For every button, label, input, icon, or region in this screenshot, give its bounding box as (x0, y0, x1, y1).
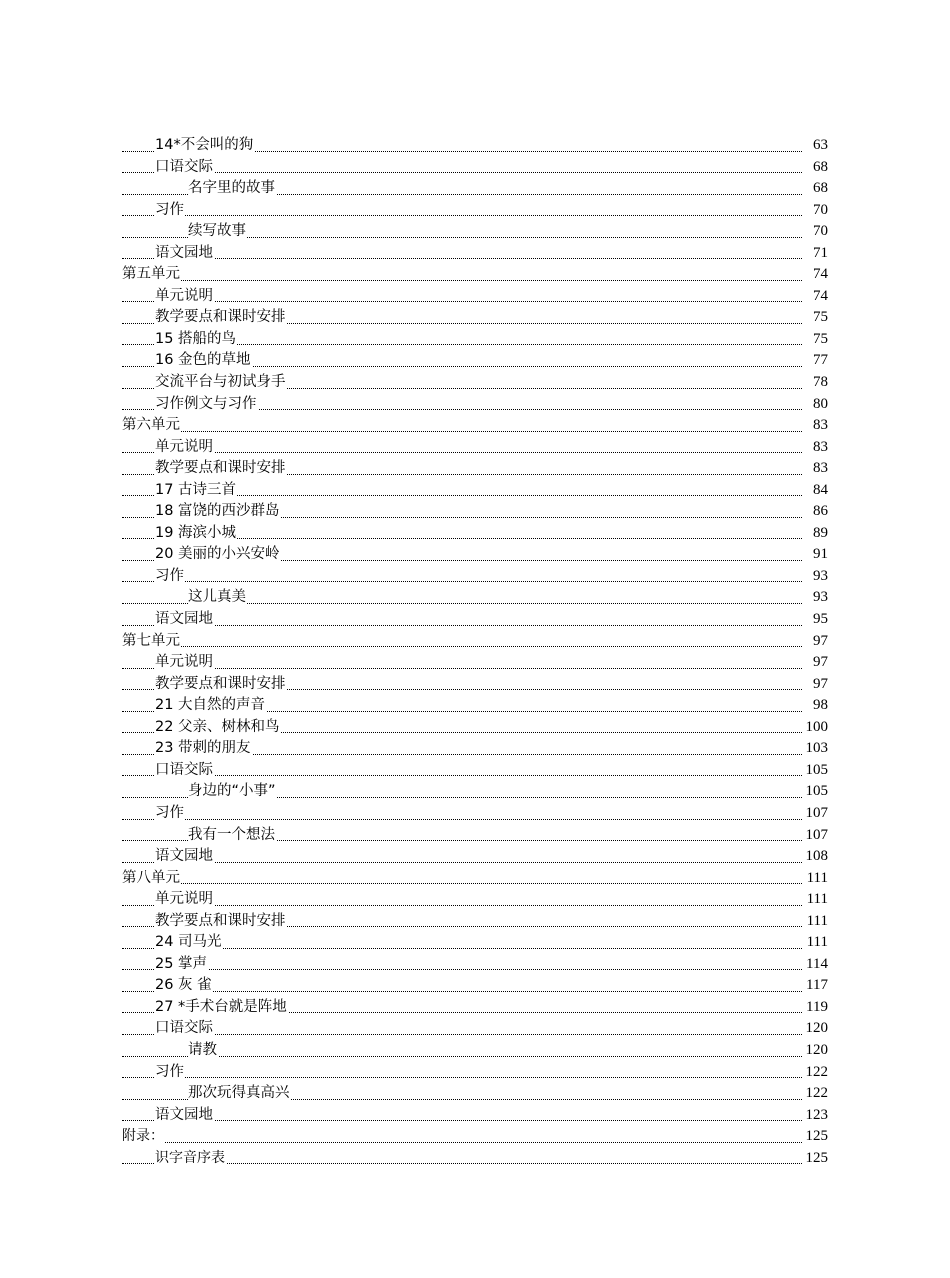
toc-page-number: 111 (802, 889, 828, 911)
toc-entry[interactable] (0, 695, 950, 717)
table-of-contents (0, 135, 950, 1169)
toc-page-number: 70 (802, 221, 828, 243)
toc-entry[interactable] (0, 997, 950, 1019)
toc-page-number: 111 (802, 868, 828, 890)
toc-entry-title: 教学要点和课时安排 (155, 458, 287, 480)
toc-entry-title: 交流平台与初试身手 (155, 372, 287, 394)
toc-entry[interactable] (0, 243, 950, 265)
toc-page-number: 111 (802, 932, 828, 954)
toc-page-number: 125 (802, 1126, 828, 1148)
toc-page-number: 100 (802, 717, 828, 739)
toc-entry[interactable] (0, 200, 950, 222)
toc-page-number: 89 (802, 523, 828, 545)
toc-entry[interactable] (0, 394, 950, 416)
toc-page-number: 83 (802, 437, 828, 459)
toc-page-number: 117 (802, 975, 828, 997)
toc-entry-title: 习作 (155, 566, 185, 588)
toc-entry-title: 24 司马光 (155, 932, 223, 954)
toc-page-number: 97 (802, 652, 828, 674)
toc-page-number: 93 (802, 587, 828, 609)
toc-entry[interactable] (0, 566, 950, 588)
toc-entry[interactable] (0, 975, 950, 997)
toc-entry-title: 20 美丽的小兴安岭 (155, 544, 281, 566)
toc-page-number: 120 (802, 1040, 828, 1062)
toc-entry-title: 26 灰 雀 (155, 975, 213, 997)
toc-entry-title: 第七单元 (122, 631, 181, 653)
dot-leader (122, 301, 802, 302)
toc-entry-title: 单元说明 (155, 286, 214, 308)
toc-entry-title: 15 搭船的鸟 (155, 329, 237, 351)
toc-page-number: 105 (802, 760, 828, 782)
toc-entry[interactable] (0, 1040, 950, 1062)
toc-entry-title: 习作 (155, 1062, 185, 1084)
dot-leader (122, 280, 802, 281)
toc-entry[interactable] (0, 1062, 950, 1084)
toc-entry[interactable] (0, 458, 950, 480)
toc-page-number: 75 (802, 307, 828, 329)
toc-entry[interactable] (0, 480, 950, 502)
toc-entry[interactable] (0, 825, 950, 847)
dot-leader (122, 1056, 802, 1057)
toc-page-number: 75 (802, 329, 828, 351)
toc-entry[interactable] (0, 954, 950, 976)
toc-entry[interactable] (0, 781, 950, 803)
toc-entry[interactable] (0, 652, 950, 674)
toc-entry-title: 名字里的故事 (188, 178, 276, 200)
toc-page-number: 125 (802, 1148, 828, 1170)
toc-entry-title: 习作 (155, 200, 185, 222)
toc-entry[interactable] (0, 1018, 950, 1040)
toc-page-number: 71 (802, 243, 828, 265)
toc-entry[interactable] (0, 1126, 950, 1148)
toc-entry-title: 18 富饶的西沙群岛 (155, 501, 281, 523)
dot-leader (122, 668, 802, 669)
toc-page-number: 97 (802, 631, 828, 653)
toc-page-number: 107 (802, 825, 828, 847)
toc-entry[interactable] (0, 587, 950, 609)
toc-page-number: 107 (802, 803, 828, 825)
toc-page-number: 70 (802, 200, 828, 222)
toc-page-number: 95 (802, 609, 828, 631)
toc-page-number: 78 (802, 372, 828, 394)
dot-leader (122, 819, 802, 820)
toc-entry-title: 19 海滨小城 (155, 523, 237, 545)
toc-entry-title: 语文园地 (155, 243, 214, 265)
toc-entry[interactable] (0, 738, 950, 760)
toc-entry-title: 这儿真美 (188, 587, 247, 609)
toc-entry[interactable] (0, 932, 950, 954)
toc-entry-title: 语文园地 (155, 1105, 214, 1127)
toc-entry-title: 续写故事 (188, 221, 247, 243)
dot-leader (122, 431, 802, 432)
toc-entry-title: 语文园地 (155, 609, 214, 631)
toc-entry[interactable] (0, 178, 950, 200)
toc-entry[interactable] (0, 286, 950, 308)
toc-entry[interactable] (0, 674, 950, 696)
toc-entry-title: 22 父亲、树林和鸟 (155, 717, 281, 739)
toc-page-number: 77 (802, 350, 828, 372)
toc-entry-title: 习作例文与习作 (155, 394, 258, 416)
dot-leader (122, 948, 802, 949)
dot-leader (122, 581, 802, 582)
toc-page-number: 98 (802, 695, 828, 717)
toc-page-number: 119 (802, 997, 828, 1019)
dot-leader (122, 625, 802, 626)
toc-page-number: 68 (802, 178, 828, 200)
dot-leader (122, 1034, 802, 1035)
dot-leader (122, 883, 802, 884)
toc-entry-title: 口语交际 (155, 760, 214, 782)
toc-entry[interactable] (0, 135, 950, 157)
toc-entry-title: 教学要点和课时安排 (155, 307, 287, 329)
toc-entry[interactable] (0, 609, 950, 631)
toc-entry[interactable] (0, 350, 950, 372)
toc-entry-title: 16 金色的草地 (155, 350, 252, 372)
toc-entry[interactable] (0, 760, 950, 782)
toc-entry-title: 第六单元 (122, 415, 181, 437)
toc-entry[interactable] (0, 803, 950, 825)
toc-entry-title: 口语交际 (155, 1018, 214, 1040)
toc-entry-title: 识字音序表 (155, 1148, 226, 1170)
dot-leader (122, 452, 802, 453)
toc-entry[interactable] (0, 437, 950, 459)
dot-leader (122, 862, 802, 863)
toc-entry[interactable] (0, 264, 950, 286)
toc-entry-title: 那次玩得真高兴 (188, 1083, 291, 1105)
toc-page-number: 63 (802, 135, 828, 157)
toc-entry[interactable] (0, 1148, 950, 1170)
toc-page-number: 83 (802, 415, 828, 437)
toc-entry[interactable] (0, 329, 950, 351)
toc-entry-title: 教学要点和课时安排 (155, 674, 287, 696)
toc-page-number: 91 (802, 544, 828, 566)
toc-entry[interactable] (0, 631, 950, 653)
toc-entry-title: 我有一个想法 (188, 825, 276, 847)
toc-page-number: 105 (802, 781, 828, 803)
toc-page-number: 122 (802, 1083, 828, 1105)
toc-entry[interactable] (0, 307, 950, 329)
toc-entry-title: 23 带刺的朋友 (155, 738, 252, 760)
toc-entry-title: 附录： (122, 1126, 165, 1148)
toc-entry-title: 14*不会叫的狗 (155, 135, 254, 157)
toc-page-number: 114 (802, 954, 828, 976)
toc-entry-title: 21 大自然的声音 (155, 695, 266, 717)
toc-entry[interactable] (0, 889, 950, 911)
dot-leader (122, 1120, 802, 1121)
toc-entry-title: 17 古诗三首 (155, 480, 237, 502)
toc-entry-title: 单元说明 (155, 652, 214, 674)
toc-entry-title: 第五单元 (122, 264, 181, 286)
toc-entry-title: 25 掌声 (155, 954, 208, 976)
toc-page-number: 111 (802, 911, 828, 933)
dot-leader (122, 991, 802, 992)
toc-entry[interactable] (0, 501, 950, 523)
dot-leader (122, 215, 802, 216)
toc-page-number: 68 (802, 157, 828, 179)
toc-page-number: 123 (802, 1105, 828, 1127)
toc-page-number: 80 (802, 394, 828, 416)
dot-leader (122, 969, 802, 970)
toc-page-number: 74 (802, 286, 828, 308)
toc-entry[interactable] (0, 868, 950, 890)
toc-page-number: 93 (802, 566, 828, 588)
toc-entry-title: 语文园地 (155, 846, 214, 868)
toc-entry[interactable] (0, 717, 950, 739)
toc-entry[interactable] (0, 544, 950, 566)
dot-leader (122, 646, 802, 647)
toc-page-number: 108 (802, 846, 828, 868)
toc-entry-title: 27 *手术台就是阵地 (155, 997, 288, 1019)
dot-leader (122, 775, 802, 776)
toc-entry-title: 口语交际 (155, 157, 214, 179)
toc-entry-title: 单元说明 (155, 889, 214, 911)
toc-entry[interactable] (0, 157, 950, 179)
toc-entry[interactable] (0, 372, 950, 394)
dot-leader (122, 258, 802, 259)
dot-leader (122, 1142, 802, 1143)
toc-page-number: 84 (802, 480, 828, 502)
toc-page-number: 74 (802, 264, 828, 286)
toc-entry-title: 请教 (188, 1040, 218, 1062)
toc-entry-title: 教学要点和课时安排 (155, 911, 287, 933)
toc-entry[interactable] (0, 846, 950, 868)
dot-leader (122, 172, 802, 173)
toc-page-number: 83 (802, 458, 828, 480)
toc-entry[interactable] (0, 221, 950, 243)
dot-leader (122, 905, 802, 906)
toc-entry-title: 单元说明 (155, 437, 214, 459)
toc-page-number: 86 (802, 501, 828, 523)
toc-entry[interactable] (0, 415, 950, 437)
toc-page-number: 120 (802, 1018, 828, 1040)
toc-entry-title: 身边的“小事” (188, 781, 277, 803)
toc-page-number: 103 (802, 738, 828, 760)
toc-entry[interactable] (0, 1083, 950, 1105)
toc-page-number: 97 (802, 674, 828, 696)
toc-entry[interactable] (0, 1105, 950, 1127)
toc-entry-title: 第八单元 (122, 868, 181, 890)
toc-entry[interactable] (0, 911, 950, 933)
toc-entry[interactable] (0, 523, 950, 545)
dot-leader (122, 1077, 802, 1078)
toc-entry-title: 习作 (155, 803, 185, 825)
toc-page-number: 122 (802, 1062, 828, 1084)
